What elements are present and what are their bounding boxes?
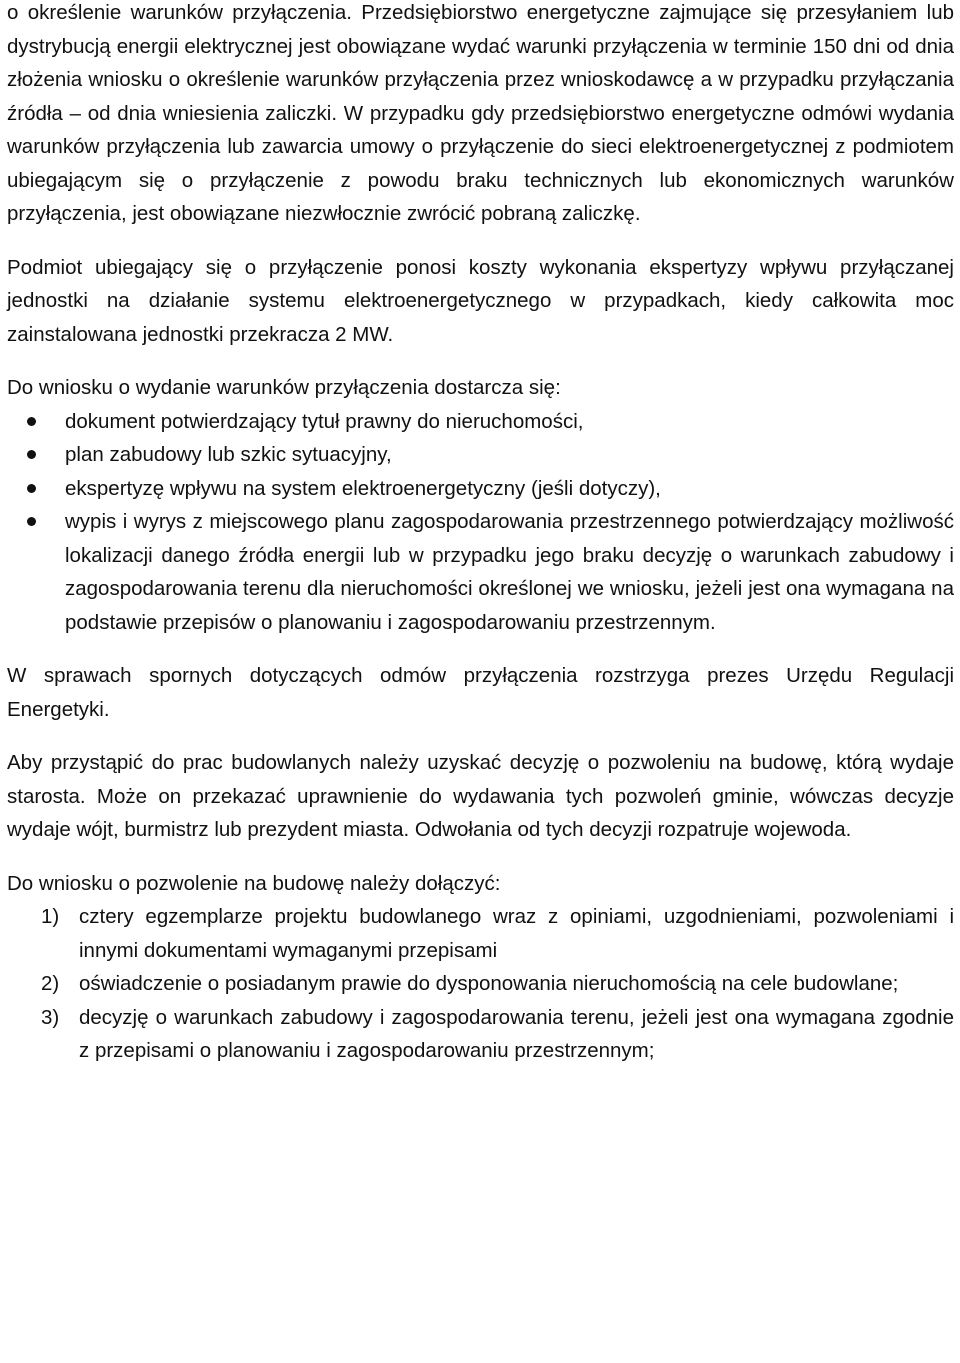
paragraph-disputes: W sprawach spornych dotyczących odmów przyłączenia rozstrzyga prezes Urzędu Regulacji Energetyki. (7, 664, 954, 721)
list-item-number: 3) (41, 1005, 60, 1029)
list-item-text: decyzję o warunkach zabudowy i zagospodarowania terenu, jeżeli jest ona wymagana zgodnie z przepisami o planowaniu i zagospodarowaniu przestrzennym; (79, 1005, 954, 1062)
list-item: dokument potwierdzający tytuł prawny do nieruchomości, (7, 405, 954, 439)
paragraph-permit-attachments-intro: Do wniosku o pozwolenie na budowę należy dołączyć: (7, 871, 501, 895)
list-item-text: oświadczenie o posiadanym prawie do dysponowania nieruchomością na cele budowlane; (79, 972, 899, 995)
permit-attachments-numbered-list (7, 900, 954, 1068)
list-item (7, 967, 954, 1001)
list-item-number: 1) (41, 905, 60, 928)
list-item-number: 2) (41, 972, 60, 995)
list-item-text: cztery egzemplarze projektu budowlanego wraz z opiniami, uzgodnieniami, pozwoleniami i innymi dokumentami wymaganymi przepisami (79, 905, 954, 962)
paragraph-connection-conditions: o określenie warunków przyłączenia. Przedsiębiorstwo energetyczne zajmujące się przesyłaniem lub dystrybucją energii elektrycznej jest obowiązane wydać warunki przyłączenia w terminie 150 dni od dnia złożenia wniosku o określenie warunków przyłączenia przez wnioskodawcę a w przypadku przyłączania źródła – od dnia wniesienia zaliczki. W przypadku gdy przedsiębiorstwo energetyczne odmówi wydania warunków przyłączenia lub zawarcia umowy o przyłączenie do sieci elektroenergetycznej z podmiotem ubiegającym się o przyłączenie z powodu braku technicznych lub ekonomicznych warunków przyłączenia, jest obowiązane niezwłocznie zwrócić pobraną zaliczkę. (7, 1, 954, 225)
paragraph-expertise-costs: Podmiot ubiegający się o przyłączenie ponosi koszty wykonania ekspertyzy wpływu przyłączanej jednostki na działanie systemu elektroenergetycznego w przypadkach, kiedy całkowita moc zainstalowana jednostki przekracza 2 MW. (7, 255, 954, 346)
paragraph-building-permit: Aby przystąpić do prac budowlanych należy uzyskać decyzję o pozwoleniu na budowę, którą wydaje starosta. Może on przekazać uprawnienie do wydawania tych pozwoleń gminie, wówczas decyzje wydaje wójt, burmistrz lub prezydent miasta. Odwołania od tych decyzji rozpatruje wojewoda. (7, 751, 954, 841)
list-item (7, 900, 954, 967)
list-item: ekspertyzę wpływu na system elektroenergetyczny (jeśli dotyczy), (7, 472, 954, 506)
list-item: wypis i wyrys z miejscowego planu zagospodarowania przestrzennego potwierdzający możliwość lokalizacji danego źródła energii lub w przypadku jego braku decyzję o warunkach zabudowy i zagospodarowania terenu dla nieruchomości określonej we wniosku, jeżeli jest ona wymagana na podstawie przepisów o planowaniu i zagospodarowaniu przestrzennym. (7, 505, 954, 639)
list-item (7, 1001, 954, 1068)
attachments-bullet-list (7, 405, 954, 640)
list-item: plan zabudowy lub szkic sytuacyjny, (7, 438, 954, 472)
paragraph-application-attachments-intro: Do wniosku o wydanie warunków przyłączenia dostarcza się: (7, 376, 561, 399)
